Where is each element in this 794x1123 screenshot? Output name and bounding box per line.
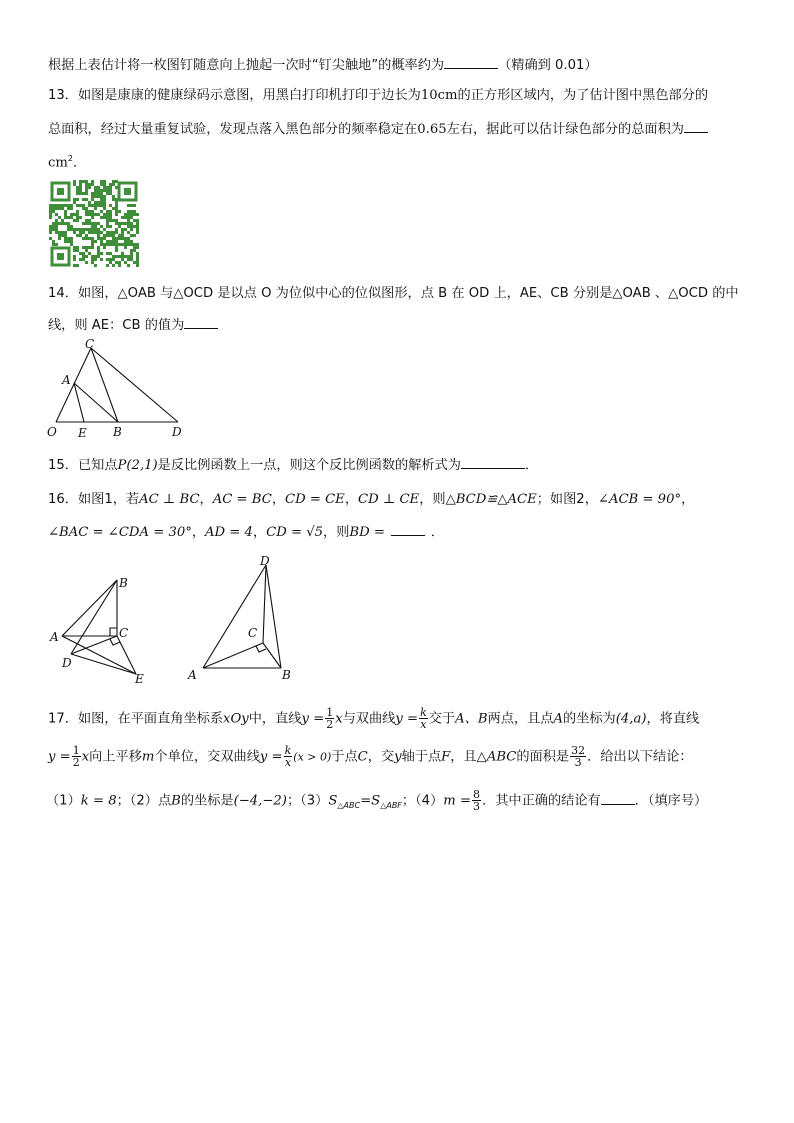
q17-text-b6: ，且 — [450, 749, 477, 765]
answer-blank-13 — [684, 120, 708, 133]
q17-c1: （1） — [46, 793, 81, 809]
q17-c3: 的坐标是 — [180, 793, 234, 809]
q16-math-6: ∠ACB = 90° — [597, 492, 682, 507]
frac-den: x — [420, 718, 427, 731]
q15-text-a: 15．已知点 — [48, 458, 118, 473]
q17-y: y = — [301, 711, 325, 727]
q17-S2: S — [371, 793, 381, 809]
q16-math-3: CD = CE — [285, 492, 345, 507]
q17-frac-k — [419, 707, 428, 730]
q17-C: C — [357, 749, 368, 765]
q16-sep-6: ， — [252, 525, 267, 540]
label-A: A — [62, 373, 71, 387]
label-B: B — [119, 576, 128, 590]
q17-yaxis: y — [394, 749, 402, 765]
q17-ABC: △ABC — [476, 749, 517, 765]
question-17-line-2 — [48, 745, 693, 768]
q17-text-2: 中，直线 — [248, 711, 302, 727]
answer-blank-14 — [184, 316, 218, 329]
label-B: B — [282, 668, 291, 682]
q17-text-5: 两点，且点 — [487, 711, 554, 727]
text-l0: 根据上表估计将一枚图钉随意向上抛起一次时“钉尖触地”的概率约为 — [48, 58, 445, 73]
label-D: D — [172, 425, 182, 439]
q16-math-4: CD ⊥ CE — [358, 492, 420, 507]
frac-den: 3 — [574, 756, 582, 769]
q16-end: ． — [430, 525, 445, 540]
q17-S1: S — [328, 793, 338, 809]
label-E: E — [78, 426, 87, 440]
label-E: E — [135, 672, 144, 686]
q17-S1-sub: △ABC — [337, 801, 361, 811]
q17-c2: ；（2）点 — [116, 793, 172, 809]
q16-math-2: AC = BC — [212, 492, 272, 507]
text-l0b: （精确到 0.01） — [498, 58, 598, 73]
q16-math-1: AC ⊥ BC — [139, 492, 200, 507]
label-D: D — [62, 656, 72, 670]
frac-num: 8 — [473, 788, 481, 801]
q17-text-7: ，将直线 — [646, 711, 700, 727]
q16-text-t2: ；如图2， — [536, 492, 598, 507]
question-17-line-1 — [48, 707, 699, 730]
q17-text-b3: 于点 — [331, 749, 358, 765]
q17-cond: (x > 0) — [293, 750, 332, 764]
frac-den: 2 — [72, 756, 80, 769]
q13-text-b3: 左右，据此可以估计绿色部分的总面积为 — [446, 122, 684, 137]
frac-num: k — [420, 706, 427, 719]
question-16-line-2 — [48, 523, 444, 542]
label-C: C — [85, 337, 95, 351]
q17-text-b8: ．给出以下结论： — [587, 749, 693, 765]
question-14-line-1 — [48, 285, 739, 303]
q13-unit: cm — [48, 155, 68, 171]
q13-unit-sup: 2 — [67, 154, 73, 163]
q17-c7: ．（填序号） — [634, 793, 708, 809]
answer-line-12-tail — [48, 56, 598, 75]
q16-text-b4: ，则 — [323, 525, 350, 540]
q17-eq: = — [360, 793, 372, 809]
label-A: A — [50, 630, 59, 644]
label-B: B — [113, 425, 122, 439]
q17-c4: ；（3） — [286, 793, 329, 809]
q17-frac-half — [325, 707, 334, 730]
q16-sep-4: ， — [681, 492, 695, 507]
q17-c5: ；（4） — [401, 793, 444, 809]
q17-c6: ．其中正确的结论有 — [482, 793, 601, 809]
question-14-line-2 — [48, 316, 218, 335]
figure-14-triangles — [44, 336, 194, 442]
q17-F: F — [441, 749, 451, 765]
q17-text-4: 交于 — [428, 711, 456, 727]
q15-text-b: 是反比例函数上一点，则这个反比例函数的解析式为 — [157, 458, 461, 473]
q17-x: x — [335, 711, 343, 727]
q15-end: ． — [524, 458, 539, 473]
q17-y3: y = — [48, 749, 71, 765]
q17-coordB: (−4,−2) — [233, 793, 287, 809]
question-13-line-1 — [48, 87, 708, 105]
q16-sep-5: ， — [191, 525, 206, 540]
answer-blank-17 — [601, 792, 635, 805]
q17-AB: A、B — [455, 711, 488, 727]
q17-text-b5: 轴于点 — [401, 749, 442, 765]
question-15-line — [48, 456, 538, 475]
question-13-line-2 — [48, 120, 708, 139]
label-D: D — [260, 554, 270, 568]
q16-math-bd: BD = — [349, 525, 385, 540]
frac-den: x — [284, 756, 292, 769]
q17-y4: y = — [259, 749, 283, 765]
q17-frac-k-2 — [284, 745, 293, 768]
q16-text-t1: ，则 — [419, 492, 446, 507]
answer-blank-12 — [444, 56, 498, 69]
q16-math-cd: CD = √5 — [266, 525, 324, 540]
q17-frac-half-2 — [72, 745, 81, 768]
q17-xoy: xOy — [223, 711, 249, 727]
q17-m: m — [141, 749, 155, 765]
frac-num: 1 — [326, 706, 334, 719]
q17-text-b4: ，交 — [367, 749, 395, 765]
q14-text-b: 线，则 AE：CB 的值为 — [48, 318, 185, 333]
q14-text-a: 14．如图，△OAB 与△OCD 是以点 O 为位似中心的位似图形，点 B 在 OD 上，AE、CB 分别是△OAB 、△OCD 的中 — [48, 286, 739, 301]
frac-num: 1 — [72, 744, 80, 757]
q17-coordA: (4,a) — [615, 711, 647, 727]
q16-sep-1: ， — [199, 492, 213, 507]
q17-B: B — [171, 793, 181, 809]
label-O: O — [47, 425, 57, 439]
q13-text-b: 总面积，经过大量重复试验，发现点落入黑色部分的频率稳定在 — [48, 122, 418, 137]
q16-sep-2: ， — [271, 492, 285, 507]
question-17-line-3 — [46, 789, 707, 815]
q16-sep-3: ， — [344, 492, 359, 507]
q16-math-angle: ∠BAC = ∠CDA = 30° — [48, 525, 192, 540]
q17-A: A — [553, 711, 563, 727]
q15-point: P(2,1) — [117, 458, 158, 473]
figure-16-2 — [180, 548, 300, 684]
label-C: C — [248, 626, 258, 640]
q17-frac-area — [570, 745, 586, 768]
q17-mfrac: m = — [443, 793, 472, 809]
q13-value-freq: 0.65 — [417, 122, 447, 137]
q17-S2-sub: △ABF — [380, 801, 402, 811]
question-16-line-1 — [48, 491, 694, 509]
q17-x2: x — [81, 749, 90, 765]
q17-frac-m — [472, 789, 481, 812]
figure-16-1 — [44, 570, 164, 690]
q17-y2: y = — [395, 711, 419, 727]
frac-num: 32 — [571, 744, 586, 757]
q17-text-6: 的坐标为 — [563, 711, 616, 727]
q17-text-1: 17．如图，在平面直角坐标系 — [48, 711, 224, 727]
answer-blank-15 — [461, 456, 525, 469]
answer-blank-16 — [391, 523, 425, 536]
q17-text-b1: 向上平移 — [89, 749, 142, 765]
q16-text-a: 16．如图1，若 — [48, 492, 140, 507]
label-C: C — [119, 626, 129, 640]
q13-end: ． — [73, 155, 87, 171]
frac-den: 2 — [326, 718, 334, 731]
q17-k8: k = 8 — [80, 793, 117, 809]
q17-text-b2: 个单位，交双曲线 — [154, 749, 260, 765]
frac-den: 3 — [473, 800, 481, 813]
health-code-qr-image — [49, 180, 139, 268]
q13-value-side: 10cm — [420, 88, 458, 103]
q16-math-ad: AD = 4 — [205, 525, 253, 540]
frac-num: k — [284, 744, 292, 757]
question-13-line-3 — [48, 150, 86, 172]
q17-text-b7: 的面积是 — [516, 749, 570, 765]
q13-text-a: 13．如图是康康的健康绿码示意图，用黑白打印机打印于边长为 — [48, 88, 421, 103]
q16-math-5: △BCD≌△ACE — [445, 492, 537, 507]
q17-text-3: 与双曲线 — [342, 711, 396, 727]
label-A: A — [188, 668, 197, 682]
q13-text-a3: 的正方形区域内，为了估计图中黑色部分的 — [457, 88, 709, 103]
